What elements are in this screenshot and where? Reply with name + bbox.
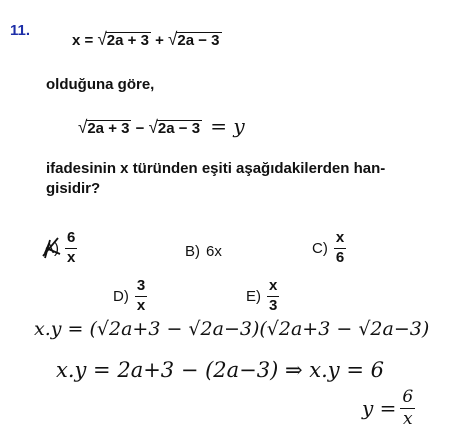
handwritten-line-2: x.y = 2a+3 − (2a−3) ⇒ x.y = 6: [56, 358, 384, 382]
sqrt-icon: √: [168, 29, 178, 50]
option-e-fraction: $\frac{x}{3}$: [269, 277, 278, 314]
option-b[interactable]: [185, 243, 222, 260]
target-expression: [78, 114, 245, 138]
option-a-label: A): [44, 240, 59, 257]
given-term-a: 2a + 3: [106, 32, 149, 49]
handwritten-line-1: x.y = (√2a+3 − √2a−3)(√2a+3 − √2a−3): [34, 318, 430, 340]
option-e[interactable]: [246, 278, 279, 314]
plus-sign: +: [155, 32, 164, 49]
target-term-a: 2a + 3: [87, 120, 130, 137]
option-a-fraction: $\frac{6}{x}$: [67, 229, 76, 266]
option-d[interactable]: [113, 278, 147, 314]
option-b-label: B): [185, 243, 200, 260]
option-c[interactable]: [312, 230, 346, 266]
target-term-b: 2a − 3: [157, 120, 201, 137]
option-d-label: D): [113, 287, 129, 305]
option-d-fraction: $\frac{3}{x}$: [136, 277, 146, 314]
handwritten-result: [362, 388, 415, 428]
given-lhs: x =: [72, 32, 94, 49]
option-e-label: E): [246, 287, 261, 305]
sqrt-icon: √: [97, 29, 107, 50]
given-term-b: 2a − 3: [177, 32, 220, 49]
handwritten-result-lhs: y =: [362, 396, 397, 421]
handwritten-result-fraction: $\frac{6}{x}$: [402, 387, 414, 429]
option-c-fraction: $\frac{x}{6}$: [335, 229, 345, 266]
option-a[interactable]: [44, 230, 77, 266]
option-b-value: 6x: [206, 243, 222, 260]
sqrt-icon: √: [78, 117, 88, 138]
selection-mark-icon: [40, 236, 64, 260]
question-number: 11.: [10, 22, 31, 39]
handwritten-y: = y: [210, 114, 245, 138]
option-c-label: C): [312, 239, 328, 257]
prompt-line-2: gisidir?: [46, 180, 101, 197]
sqrt-icon: √: [148, 117, 158, 138]
prompt-line-1: ifadesinin x türünden eşiti aşağıdakilerden han-: [46, 160, 386, 177]
minus-sign: −: [135, 120, 145, 137]
condition-text: olduğuna göre,: [46, 76, 155, 93]
given-equation: [72, 30, 222, 50]
